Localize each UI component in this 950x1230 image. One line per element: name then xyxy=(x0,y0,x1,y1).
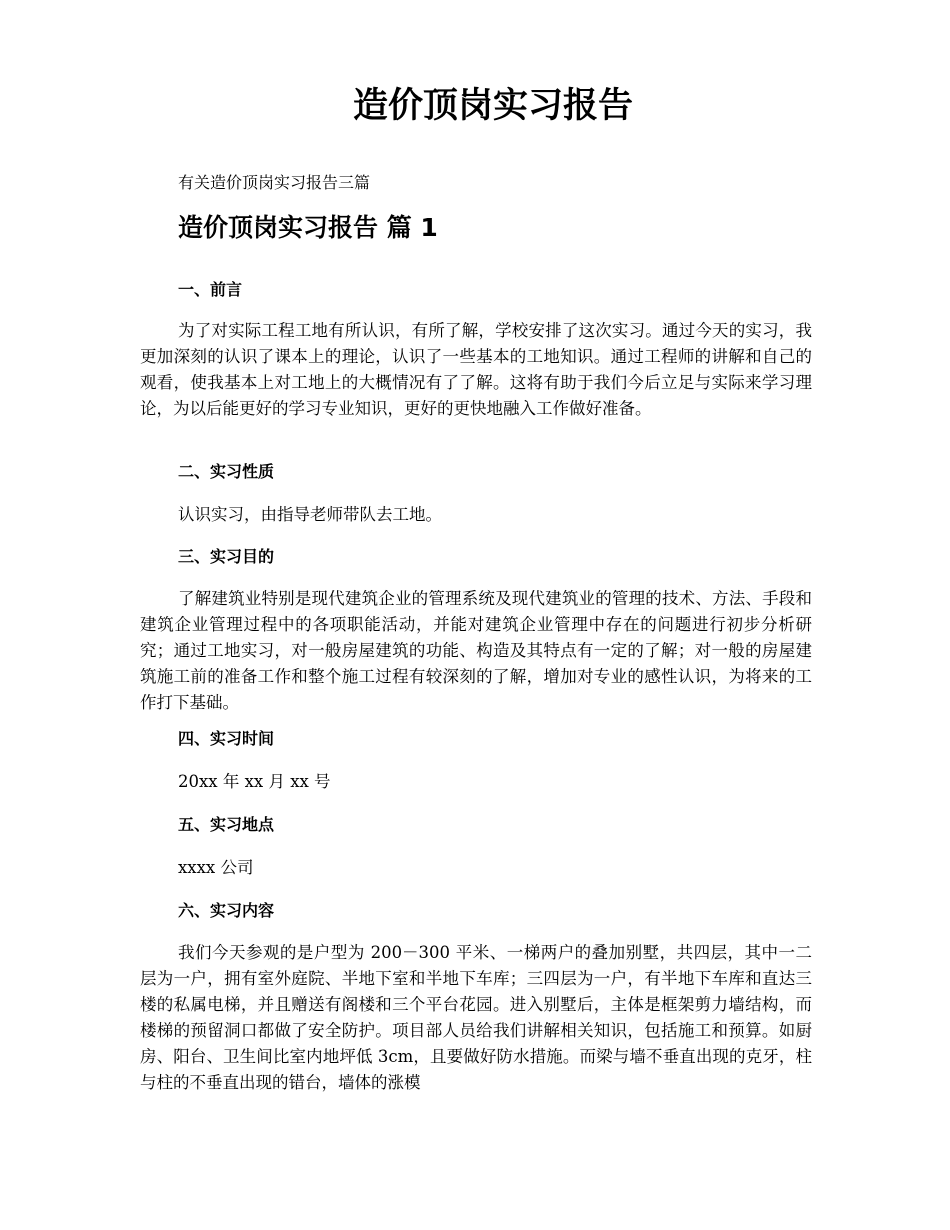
paragraph-location: xxxx 公司 xyxy=(178,858,254,877)
heading-nature: 二、实习性质 xyxy=(178,462,275,481)
paragraph-nature: 认识实习，由指导老师带队去工地。 xyxy=(178,505,442,524)
document-title: 造价顶岗实习报告 xyxy=(352,86,633,126)
document-subtitle: 有关造价顶岗实习报告三篇 xyxy=(178,173,371,192)
heading-preface: 一、前言 xyxy=(178,280,243,299)
paragraph-purpose: 了解建筑业特别是现代建筑企业的管理系统及现代建筑业的管理的技术、方法、手段和建筑企业管理过程中的各项职能活动，并能对建筑企业管理中存在的问题进行初步分析研究；通过工地实习，对一般房屋建筑的功能、构造及其特点有一定的了解；对一般的房屋建筑施工前的准备工作和整个施工过程有较深刻的了解，增加对专业的感性认识，为将来的工作打下基础。 xyxy=(140,589,812,712)
section-heading: 造价顶岗实习报告 篇 1 xyxy=(178,213,438,242)
paragraph-content: 我们今天参观的是户型为 200－300 平米、一梯两户的叠加别墅，共四层，其中一二层为一户，拥有室外庭院、半地下室和半地下车库；三四层为一户，有半地下车库和直达三楼的私属电梯，并且赠送有阁楼和三个平台花园。进入别墅后，主体是框架剪力墙结构，而楼梯的预留洞口都做了安全防护。项目部人员给我们讲解相关知识，包括施工和预算。如厨房、阳台、卫生间比室内地坪低 3cm，且要做好防水措施。而梁与墙不垂直出现的克牙，柱与柱的不垂直出现的错台，墙体的涨模 xyxy=(140,943,812,1092)
heading-content: 六、实习内容 xyxy=(178,901,275,920)
heading-time: 四、实习时间 xyxy=(178,729,275,748)
heading-purpose: 三、实习目的 xyxy=(178,547,275,566)
paragraph-preface: 为了对实际工程工地有所认识，有所了解，学校安排了这次实习。通过今天的实习，我更加深刻的认识了课本上的理论，认识了一些基本的工地知识。通过工程师的讲解和自己的观看，使我基本上对工地上的大概情况有了了解。这将有助于我们今后立足与实际来学习理论，为以后能更好的学习专业知识，更好的更快地融入工作做好准备。 xyxy=(140,321,812,418)
paragraph-time: 20xx 年 xx 月 xx 号 xyxy=(178,772,331,791)
heading-location: 五、实习地点 xyxy=(178,815,275,834)
